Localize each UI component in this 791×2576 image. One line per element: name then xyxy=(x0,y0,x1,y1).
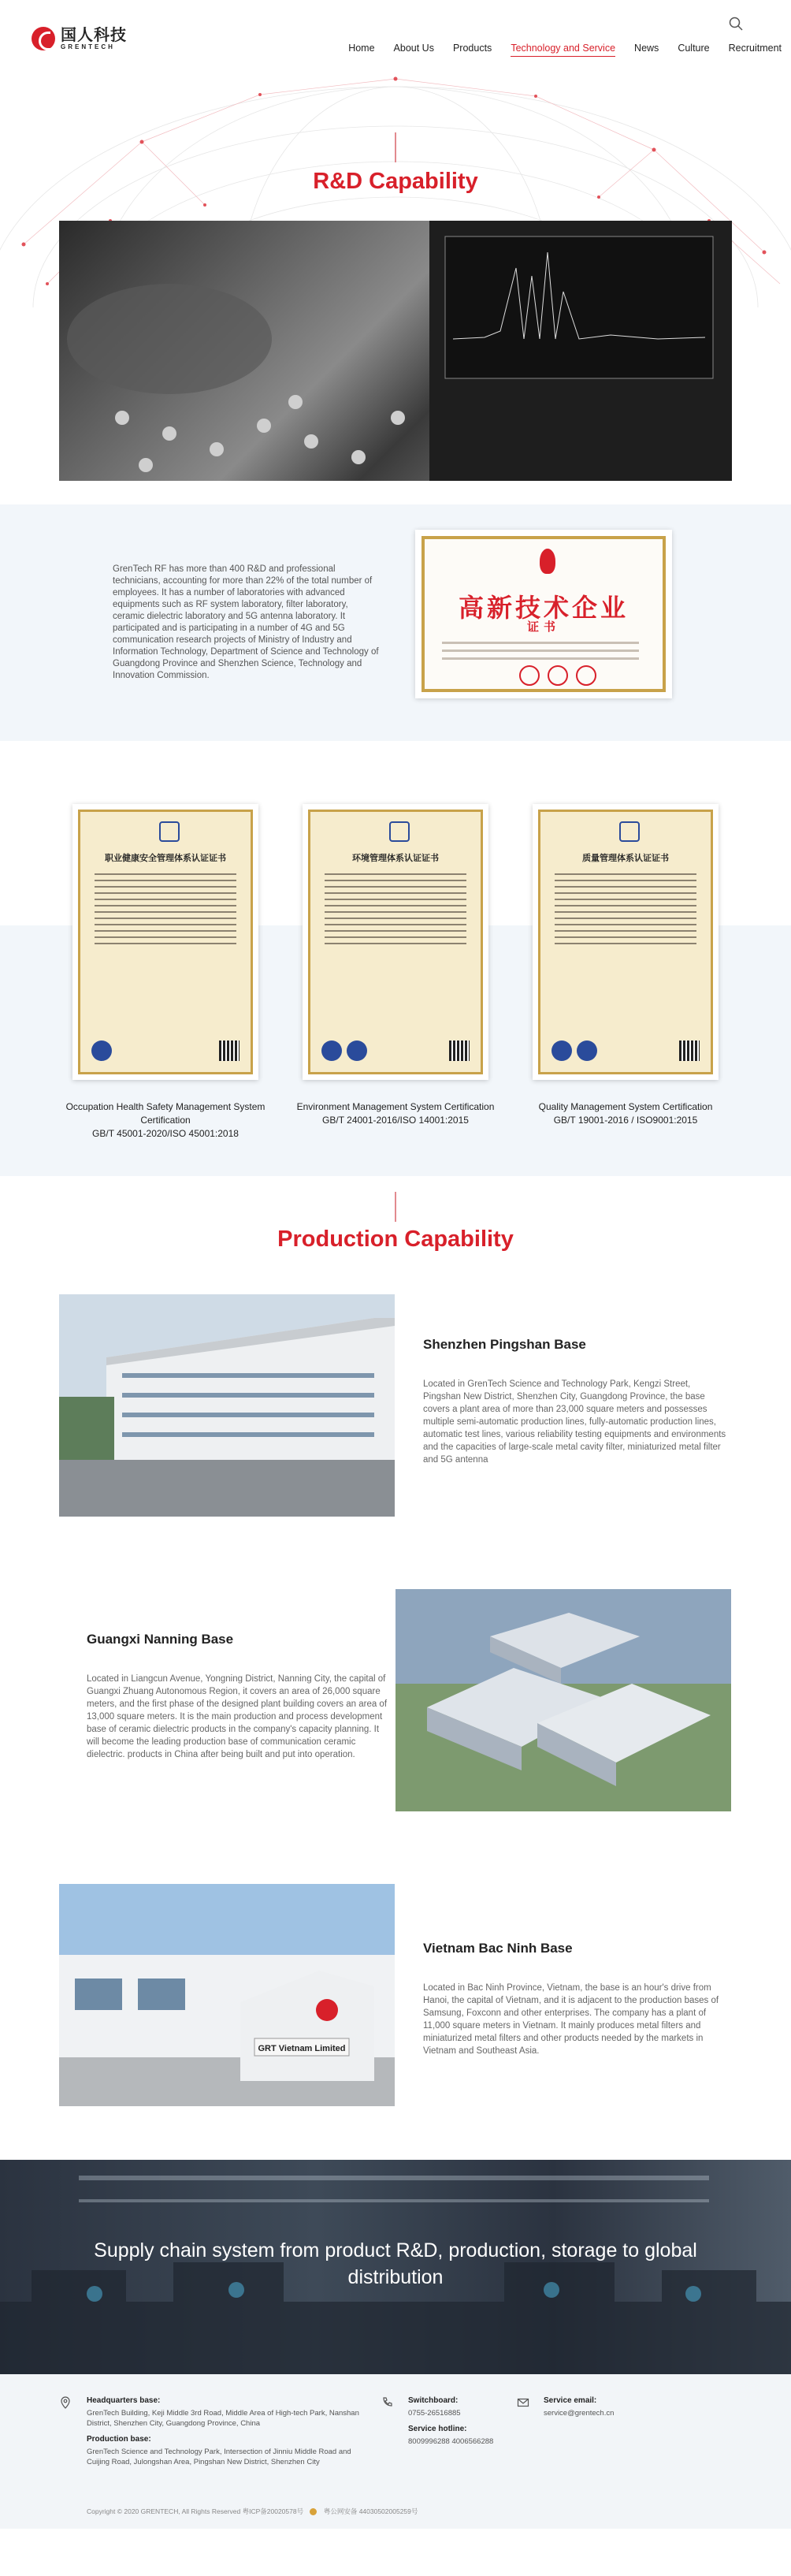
accreditation-logos xyxy=(91,1040,117,1061)
cnas-logo-icon xyxy=(347,1040,367,1061)
seal-icon xyxy=(576,665,596,686)
headquarters-label: Headquarters base: xyxy=(87,2396,161,2405)
qr-code-icon xyxy=(449,1040,470,1061)
qr-code-icon xyxy=(219,1040,240,1061)
certification-badge-icon xyxy=(389,821,410,842)
logo-english-name: GRENTECH xyxy=(61,43,115,50)
shenzhen-base-photo xyxy=(59,1294,395,1517)
vietnam-base-photo xyxy=(59,1884,395,2106)
certificate-chinese-title: 环境管理体系认证证书 xyxy=(352,854,439,863)
production-base-nanning xyxy=(0,1589,791,1811)
iaf-logo-icon xyxy=(551,1040,572,1061)
supply-chain-headline: Supply chain system from product R&D, production, storage to global distribution xyxy=(94,2239,697,2288)
certificate-standard: GB/T 19001-2016 / ISO9001:2015 xyxy=(553,1115,698,1126)
base-description: Located in Liangcun Avenue, Yongning District, Nanning City, the capital of Guangxi Zhuang Autonomous Region, it covers an area of 26,000 square meters, and the first phase of the designed plant building covers an area of 13,000 square meters. It is the main production and process development base of ceramic dielectric products in the company's capacity planning. It will become the leading production base of communication ceramic dielectric. products in China after being built and put into operation. xyxy=(87,1674,388,1759)
service-email-address[interactable]: service@grentech.cn xyxy=(544,2409,615,2418)
production-capability-section xyxy=(0,1176,791,2160)
switchboard-label: Switchboard: xyxy=(408,2396,459,2405)
search-icon[interactable] xyxy=(728,16,744,32)
accreditation-logos xyxy=(321,1040,372,1061)
nav-item-about-us[interactable]: About Us xyxy=(393,43,434,54)
nanning-base-rendering xyxy=(396,1589,731,1811)
certificate-standard: GB/T 45001-2020/ISO 45001:2018 xyxy=(92,1128,239,1139)
nav-item-home[interactable]: Home xyxy=(348,43,375,54)
brand-logo[interactable] xyxy=(32,27,127,50)
copyright-line xyxy=(87,2507,418,2516)
headquarters-address: GrenTech Building, Keji Middle 3rd Road, Middle Area of High-tech Park, Nanshan District, Shenzhen City, Guangdong Province, China xyxy=(87,2409,359,2428)
certificate-image xyxy=(533,804,719,1080)
rd-lab-photo xyxy=(59,221,732,481)
certificate-title: 高新技术企业 xyxy=(458,594,629,622)
qr-code-icon xyxy=(679,1040,700,1061)
certificate-seals xyxy=(519,665,604,686)
logo-chinese-name: 国人科技 xyxy=(61,26,127,44)
production-base-shenzhen xyxy=(0,1294,791,1517)
iaf-logo-icon xyxy=(321,1040,342,1061)
public-security-record[interactable]: 粤公网安备 44030502005259号 xyxy=(323,2507,418,2515)
certification-badge-icon xyxy=(159,821,180,842)
certificate-chinese-title: 职业健康安全管理体系认证证书 xyxy=(105,854,226,863)
copyright-text[interactable]: Copyright © 2020 GRENTECH, All Rights Reserved 粤ICP备20020578号 xyxy=(87,2507,304,2515)
production-base-label: Production base: xyxy=(87,2435,151,2444)
title-divider xyxy=(395,1192,396,1222)
base-name: Shenzhen Pingshan Base xyxy=(423,1337,586,1352)
base-name: Vietnam Bac Ninh Base xyxy=(423,1941,573,1956)
nav-item-products[interactable]: Products xyxy=(452,43,492,54)
nav-item-technology-and-service[interactable]: Technology and Service xyxy=(511,43,615,57)
rd-info-section xyxy=(0,504,791,741)
certificate-image xyxy=(72,804,258,1080)
cnas-logo-icon xyxy=(577,1040,597,1061)
nav-item-news[interactable]: News xyxy=(634,43,659,54)
rd-capability-title: R&D Capability xyxy=(313,169,478,194)
seal-icon xyxy=(548,665,568,686)
location-pin-icon xyxy=(59,2396,72,2409)
rd-description: GrenTech RF has more than 400 R&D and professional technicians, accounting for more than 22% of the total number of employees. It has a number of laboratories with advanced equipments such as RF system laboratory, filter laboratory, ceramic dielectric laboratory and 5G antenna laboratory. It participated and is participating in a number of 4G and 5G communication research projects of Ministry of Industry and Information Technology, Department of Science and Technology of Guangdong Province and Shenzhen Science, Technology and Innovation Commission. xyxy=(113,564,379,680)
certification-badge-icon xyxy=(619,821,640,842)
production-capability-title: Production Capability xyxy=(277,1227,514,1252)
service-hotline-label: Service hotline: xyxy=(408,2425,467,2433)
base-description: Located in Bac Ninh Province, Vietnam, the base is an hour's drive from Hanoi, the capital of Vietnam, and it is adjacent to the production bases of Samsung, Foxconn and other enterprises. The company has a plant of 11,000 square meters in Vietnam. It mainly produces metal filters and miniaturized metal filters and other products needed by the markets in Vietnam and Southeast Asia. xyxy=(423,1983,719,2056)
certificate-card xyxy=(289,804,502,1127)
hero-section xyxy=(0,0,791,504)
site-footer xyxy=(0,2374,791,2529)
nav-item-recruitment[interactable]: Recruitment xyxy=(728,43,782,54)
certificate-standard: GB/T 24001-2016/ISO 14001:2015 xyxy=(322,1115,469,1126)
certifications-section xyxy=(0,741,791,1176)
switchboard-number[interactable]: 0755-26516885 xyxy=(408,2409,461,2418)
phone-icon xyxy=(381,2396,394,2409)
certificate-subtitle: 证书 xyxy=(526,620,560,634)
certificate-card xyxy=(59,804,272,1141)
accreditation-logos xyxy=(551,1040,602,1061)
title-divider xyxy=(395,132,396,162)
flame-emblem-icon xyxy=(540,549,555,574)
email-icon xyxy=(517,2396,529,2409)
main-navigation xyxy=(329,43,782,57)
production-base-address: GrenTech Science and Technology Park, Intersection of Jinniu Middle Road and Cuijing Road, Julongshan Area, Pingshan New District, Shenzhen City xyxy=(87,2448,351,2466)
cnas-logo-icon xyxy=(91,1040,112,1061)
service-hotline-number[interactable]: 8009996288 4006566288 xyxy=(408,2437,494,2446)
supply-chain-banner xyxy=(0,2160,791,2374)
logo-mark-icon xyxy=(32,27,55,50)
grt-vietnam-sign: GRT Vietnam Limited xyxy=(258,2044,346,2053)
base-description: Located in GrenTech Science and Technology Park, Kengzi Street, Pingshan New District, Shenzhen City, Guangdong Province, the base covers a plant area of more than 23,000 square meters and possesses multiple semi-automatic production lines, fully-automatic production lines, automatic test lines, various reliability testing equipments and environments and the capacities of large-scale metal cavity filter, miniaturized metal filter and 5G antenna xyxy=(423,1379,726,1465)
certificate-card xyxy=(519,804,732,1127)
police-badge-icon xyxy=(310,2508,317,2515)
base-name: Guangxi Nanning Base xyxy=(87,1632,234,1647)
seal-icon xyxy=(519,665,540,686)
production-base-vietnam xyxy=(0,1884,791,2106)
certificate-chinese-title: 质量管理体系认证证书 xyxy=(582,854,669,863)
certificate-name: Quality Management System Certification xyxy=(538,1101,713,1112)
certificate-name: Environment Management System Certification xyxy=(296,1101,495,1112)
certificate-name: Occupation Health Safety Management System Certification xyxy=(65,1101,266,1126)
service-email-label: Service email: xyxy=(544,2396,597,2405)
certificate-text-lines xyxy=(442,642,639,665)
oscilloscope-lab-image xyxy=(59,221,732,481)
certificate-image xyxy=(303,804,488,1080)
nav-item-culture[interactable]: Culture xyxy=(678,43,710,54)
high-tech-enterprise-certificate xyxy=(415,530,672,698)
